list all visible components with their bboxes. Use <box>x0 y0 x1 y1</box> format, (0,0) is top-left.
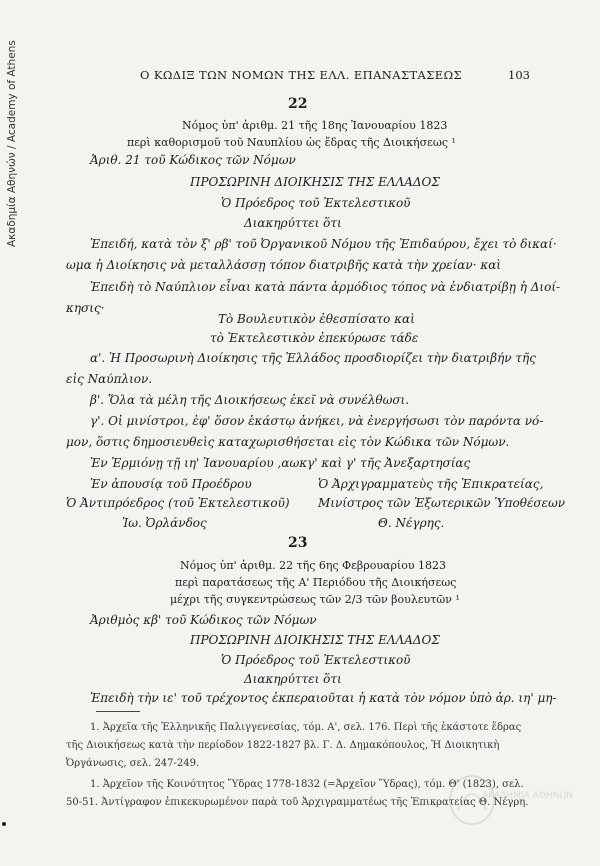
paragraph-line: Ἐπειδὴ τὴν ιε' τοῦ τρέχοντος ἐκπεραιοῦται ἡ κατὰ τὸν νόμον ὑπὸ ἀρ. ιη' μη- <box>90 691 557 705</box>
law-subject-23-cont: μέχρι τῆς συγκεντρώσεως τῶν 2/3 τῶν βουλευτῶν ¹ <box>170 593 460 606</box>
signature-right-2: Μινίστρος τῶν Ἐξωτερικῶν Ὑποθέσεων <box>318 496 566 510</box>
paragraph-line: Ἐπειδή, κατὰ τὸν ξ' ρβ' τοῦ Ὀργανικοῦ Νόμου τῆς Ἐπιδαύρου, ἔχει τὸ δικαί· <box>90 237 557 251</box>
footnote-line: 50-51. Ἀντίγραφον ἐπικεκυρωμένον παρὰ τοῦ Ἀρχιγραμματέως τῆς Ἐπικρατείας Θ. Νέγρη. <box>66 797 529 808</box>
footnote-line: 1. Ἀρχεῖα τῆς Ἑλληνικῆς Παλιγγενεσίας, τόμ. Α', σελ. 176. Περὶ τῆς ἑκάστοτε ἕδρας <box>90 722 522 733</box>
paragraph-line: ωμα ἡ Διοίκησις νὰ μεταλλάσσῃ τόπον διατριβῆς κατὰ τὴν χρείαν· καὶ <box>66 258 502 272</box>
footnote-line: 1. Ἀρχεῖον τῆς Κοινότητος Ὕδρας 1778-1832 (=Ἀρχεῖον Ὕδρας), τόμ. Θ' (1823), σελ. <box>90 779 524 790</box>
code-ref-22: Ἀριθ. 21 τοῦ Κώδικος τῶν Νόμων <box>90 153 296 167</box>
signature-right-1: Ὁ Ἀρχιγραμματεὺς τῆς Ἐπικρατείας, <box>318 477 544 491</box>
signature-right-3: Θ. Νέγρης. <box>378 516 445 530</box>
archive-sidebar-label: Ακαδημία Αθηνών / Academy of Athens <box>6 40 18 247</box>
government-heading-22: ΠΡΟΣΩΡΙΝΗ ΔΙΟΙΚΗΣΙΣ ΤΗΣ ΕΛΛΑΔΟΣ <box>190 175 440 189</box>
date-line-22: Ἐν Ἑρμιόνῃ τῇ ιη' Ἰανουαρίου ,αωκγ' καὶ γ' τῆς Ἀνεξαρτησίας <box>90 456 471 470</box>
signature-left-1: Ἐν ἀπουσίᾳ τοῦ Προέδρου <box>90 477 252 491</box>
law-subject-22: περὶ καθορισμοῦ τοῦ Ναυπλίου ὡς ἕδρας τῆς Διοικήσεως ¹ <box>127 136 456 149</box>
running-header: Ο ΚΩΔΙΞ ΤΩΝ ΝΟΜΩΝ ΤΗΣ ΕΛΛ. ΕΠΑΝΑΣΤΑΣΕΩΣ <box>140 68 463 82</box>
enactment-line-1: Τὸ Βουλευτικὸν ἐθεσπίσατο καὶ <box>218 312 415 326</box>
law-title-22: Νόμος ὑπ' ἀριθμ. 21 τῆς 18ης Ἰανουαρίου 1823 <box>182 119 448 132</box>
section-number-22: 22 <box>288 96 308 112</box>
president-heading-23: Ὁ Πρόεδρος τοῦ Ἐκτελεστικοῦ <box>221 653 411 667</box>
declares-heading-23: Διακηρύττει ὅτι <box>244 672 342 686</box>
law-title-23: Νόμος ὑπ' ἀριθμ. 22 τῆς 6ης Φεβρουαρίου 1823 <box>180 559 447 572</box>
article-3-cont: μον, ὅστις δημοσιευθεὶς καταχωρισθήσεται εἰς τὸν Κώδικα τῶν Νόμων. <box>66 435 510 449</box>
page-number: 103 <box>508 68 530 82</box>
footnote-rule <box>96 711 140 712</box>
government-heading-23: ΠΡΟΣΩΡΙΝΗ ΔΙΟΙΚΗΣΙΣ ΤΗΣ ΕΛΛΑΔΟΣ <box>190 633 440 647</box>
declares-heading-22: Διακηρύττει ὅτι <box>244 216 342 230</box>
footnote-line: Ὀργάνωσις, σελ. 247-249. <box>66 758 200 769</box>
enactment-line-2: τὸ Ἐκτελεστικὸν ἐπεκύρωσε τάδε <box>210 331 419 345</box>
paragraph-line: Ἐπειδὴ τὸ Ναύπλιον εἶναι κατὰ πάντα ἁρμόδιος τόπος νὰ ἐνδιατρίβῃ ἡ Διοί- <box>90 280 561 294</box>
signature-left-2: Ὁ Ἀντιπρόεδρος (τοῦ Ἐκτελεστικοῦ) <box>66 496 290 510</box>
code-ref-23: Ἀριθμὸς κβ' τοῦ Κώδικος τῶν Νόμων <box>90 613 317 627</box>
article-1: α'. Ἡ Προσωρινὴ Διοίκησις τῆς Ἑλλάδος προσδιορίζει τὴν διατριβήν τῆς <box>90 351 536 365</box>
signature-left-3: Ἰω. Ὀρλάνδος <box>122 516 207 530</box>
scan-speck <box>2 822 6 826</box>
footnote-line: τῆς Διοικήσεως κατὰ τὴν περίοδον 1822-1827 βλ. Γ. Δ. Δημακόπουλος, Ἡ Διοικητικὴ <box>66 740 500 751</box>
law-subject-23: περὶ παρατάσεως τῆς Α' Περιόδου τῆς Διοικήσεως <box>175 576 457 589</box>
article-3: γ'. Οἱ μινίστροι, ἐφ' ὅσον ἑκάστῳ ἀνήκει, νὰ ἐνεργήσωσι τὸν παρόντα νό- <box>90 414 544 428</box>
article-1-cont: εἰς Ναύπλιον. <box>66 372 153 386</box>
section-number-23: 23 <box>288 535 308 551</box>
article-2: β'. Ὅλα τὰ μέλη τῆς Διοικήσεως ἐκεῖ νὰ συνέλθωσι. <box>90 393 410 407</box>
watermark-text: ΑΚΑΔΗΜΙΑ ΑΘΗΝΩΝ <box>482 791 573 801</box>
paragraph-line: κησις· <box>66 301 105 315</box>
academy-watermark-seal <box>440 770 573 840</box>
president-heading-22: Ὁ Πρόεδρος τοῦ Ἐκτελεστικοῦ <box>221 196 411 210</box>
